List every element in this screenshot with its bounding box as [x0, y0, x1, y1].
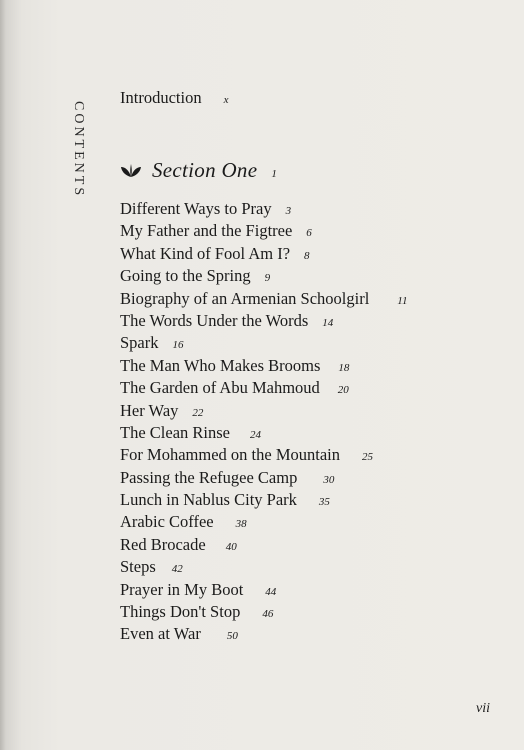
toc-entry-page: 16 — [172, 339, 184, 352]
toc-entry — [120, 623, 407, 645]
toc-entry-title: Things Don't Stop — [120, 602, 241, 622]
toc-entry — [120, 355, 407, 377]
toc-entry-title: Going to the Spring — [120, 266, 251, 286]
section-page: 1 — [271, 168, 277, 180]
toc-entry-title: The Garden of Abu Mahmoud — [120, 378, 320, 398]
toc-entry-title: Red Brocade — [120, 534, 206, 554]
toc-entry-page: x — [223, 94, 229, 106]
running-head-contents: CONTENTS — [71, 101, 86, 199]
toc-entry — [120, 265, 407, 287]
toc-entry — [120, 534, 407, 556]
toc-entry — [120, 243, 407, 265]
toc-entry — [120, 198, 407, 220]
toc-entry-title: Introduction — [120, 88, 202, 107]
toc-entry — [120, 400, 407, 422]
toc-entry-page: 25 — [361, 451, 373, 464]
toc-entry-title: My Father and the Figtree — [120, 221, 293, 241]
toc-entry-title: Lunch in Nablus City Park — [120, 490, 297, 510]
toc-entry — [120, 467, 407, 489]
toc-entry-page: 11 — [397, 294, 408, 307]
section-heading — [120, 158, 277, 183]
toc-entry — [120, 288, 407, 310]
toc-list — [120, 198, 407, 646]
toc-entry-title: For Mohammed on the Mountain — [120, 445, 340, 465]
toc-entry-title: Different Ways to Pray — [120, 199, 272, 218]
toc-entry-page: 44 — [265, 585, 277, 598]
toc-entry — [120, 489, 407, 511]
toc-entry-page: 40 — [225, 540, 237, 553]
toc-entry-page: 14 — [322, 316, 334, 329]
toc-entry — [120, 220, 407, 242]
toc-entry-introduction — [120, 88, 228, 108]
toc-entry-page: 38 — [235, 518, 247, 531]
toc-entry — [120, 377, 407, 399]
toc-entry-page: 35 — [318, 496, 330, 509]
toc-entry — [120, 444, 407, 466]
toc-entry-title: Steps — [120, 557, 156, 577]
toc-entry-title: Spark — [120, 333, 159, 353]
page-number: vii — [476, 701, 490, 716]
toc-entry-title: The Words Under the Words — [120, 310, 309, 330]
toc-entry-page: 8 — [304, 249, 310, 262]
toc-entry-page: 20 — [337, 384, 349, 397]
toc-entry-page: 42 — [171, 563, 183, 576]
toc-entry — [120, 511, 407, 533]
leaf-ornament-icon — [120, 162, 142, 180]
toc-entry-title: Her Way — [120, 400, 179, 420]
toc-entry-page: 46 — [262, 608, 274, 621]
toc-entry-page: 22 — [192, 406, 204, 419]
toc-entry-page: 9 — [264, 272, 271, 285]
toc-entry-title: Arabic Coffee — [120, 512, 214, 532]
toc-entry — [120, 601, 407, 623]
toc-entry-title: Biography of an Armenian Schoolgirl — [120, 288, 370, 308]
toc-entry-page: 50 — [226, 630, 238, 643]
toc-entry-page: 24 — [249, 428, 261, 441]
toc-entry — [120, 556, 407, 578]
toc-entry-title: What Kind of Fool Am I? — [120, 243, 291, 263]
toc-entry-page: 3 — [285, 205, 292, 217]
toc-entry-title: Passing the Refugee Camp — [120, 467, 298, 487]
toc-entry-title: The Man Who Makes Brooms — [120, 355, 321, 375]
toc-entry-page: 18 — [338, 361, 350, 374]
section-title: Section One — [152, 158, 258, 182]
toc-entry-title: The Clean Rinse — [120, 422, 230, 442]
toc-entry-title: Even at War — [120, 624, 201, 644]
toc-entry — [120, 422, 407, 444]
toc-entry — [120, 310, 407, 332]
toc-entry — [120, 332, 407, 354]
toc-entry — [120, 579, 407, 601]
toc-entry-title: Prayer in My Boot — [120, 579, 244, 599]
toc-entry-page: 30 — [323, 473, 335, 486]
toc-entry-page: 6 — [306, 227, 312, 240]
